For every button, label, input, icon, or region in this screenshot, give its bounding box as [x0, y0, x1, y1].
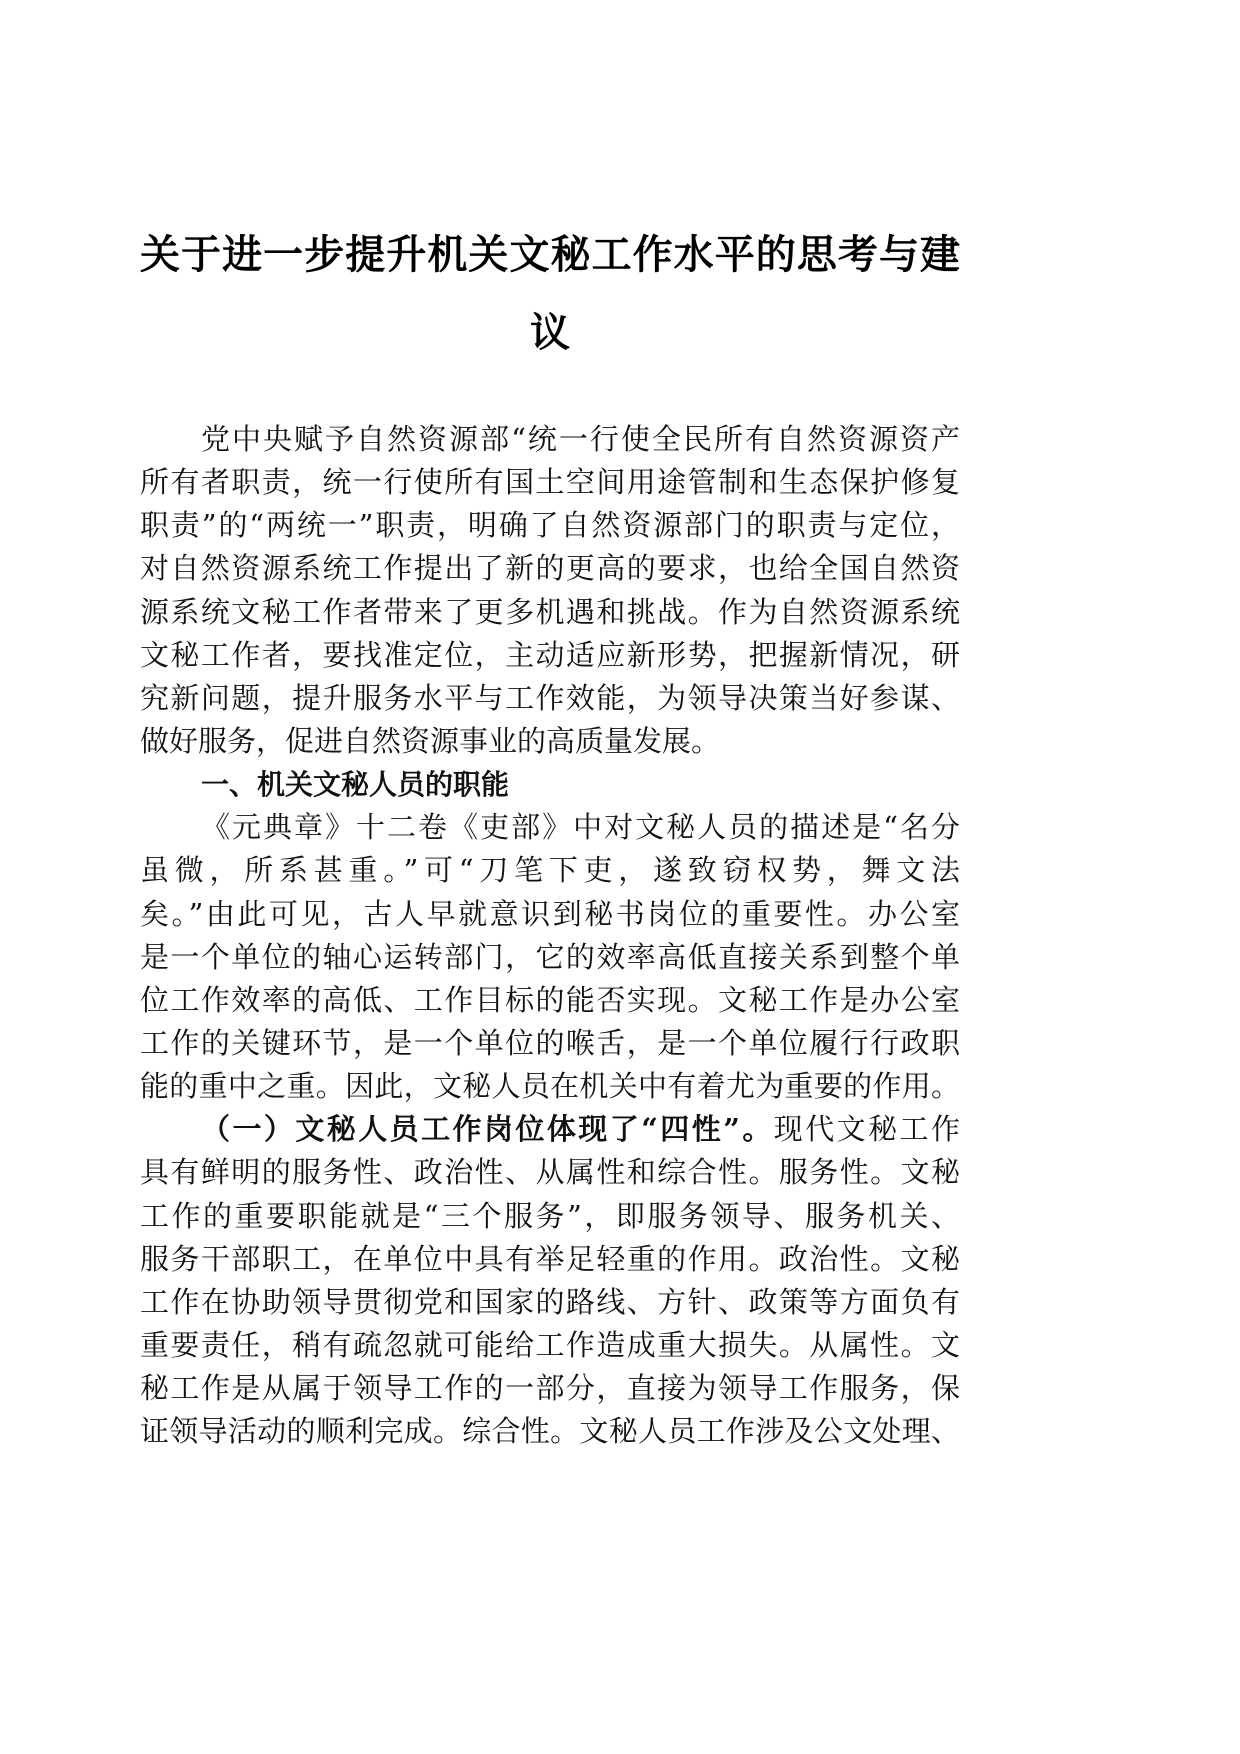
subsection-heading: （一）文秘人员工作岗位体现了“四性”。	[201, 1112, 774, 1147]
subsection-first-line	[140, 1108, 960, 1151]
subsection-paragraph-line: 秘工作是从属于领导工作的一部分，直接为领导工作服务，保	[140, 1371, 960, 1406]
subsection-paragraph-line: 工作的重要职能就是“三个服务”，即服务领导、服务机关、	[140, 1198, 960, 1233]
section-paragraph-line: 是一个单位的轴心运转部门，它的效率高低直接关系到整个单	[140, 939, 960, 974]
section-paragraph-line: 工作的关键环节，是一个单位的喉舌，是一个单位履行行政职	[140, 1025, 960, 1060]
section-paragraph-line: 能的重中之重。因此，文秘人员在机关中有着尤为重要的作用。	[140, 1069, 960, 1104]
subsection-paragraph-line: 证领导活动的顺利完成。综合性。文秘人员工作涉及公文处理、	[140, 1414, 960, 1449]
title-line-2: 议	[530, 309, 570, 356]
section-paragraph-line: 虽微，所系甚重。”可“刀笔下吏，遂致窃权势，舞文法	[140, 853, 960, 888]
document-title	[140, 216, 960, 372]
subsection-paragraph-line: 具有鲜明的服务性、政治性、从属性和综合性。服务性。文秘	[140, 1155, 960, 1190]
section-paragraph-line: 《元典章》十二卷《吏部》中对文秘人员的描述是“名分	[201, 810, 960, 845]
intro-line: 文秘工作者，要找准定位，主动适应新形势，把握新情况，研	[140, 637, 960, 672]
subsection-paragraph-line: 工作在协助领导贯彻党和国家的路线、方针、政策等方面负有	[140, 1284, 960, 1319]
intro-line: 党中央赋予自然资源部“统一行使全民所有自然资源资产	[201, 422, 960, 456]
intro-line: 做好服务，促进自然资源事业的高质量发展。	[140, 723, 721, 758]
subsection-paragraph-line: 服务干部职工，在单位中具有举足轻重的作用。政治性。文秘	[140, 1241, 960, 1276]
intro-line: 所有者职责，统一行使所有国土空间用途管制和生态保护修复	[140, 465, 960, 500]
section-heading: 一、机关文秘人员的职能	[201, 768, 510, 802]
intro-line: 究新问题，提升服务水平与工作效能，为领导决策当好参谋、	[140, 680, 960, 715]
subsection-first-line-text: 现代文秘工作	[773, 1112, 960, 1147]
intro-line: 源系统文秘工作者带来了更多机遇和挑战。作为自然资源系统	[140, 594, 960, 629]
intro-line: 职责”的“两统一”职责，明确了自然资源部门的职责与定位，	[140, 508, 960, 543]
intro-line: 对自然资源系统工作提出了新的更高的要求，也给全国自然资	[140, 551, 960, 586]
title-line-1: 关于进一步提升机关文秘工作水平的思考与建	[140, 231, 960, 278]
section-paragraph-line: 位工作效率的高低、工作目标的能否实现。文秘工作是办公室	[140, 982, 960, 1017]
section-paragraph-line: 矣。”由此可见，古人早就意识到秘书岗位的重要性。办公室	[140, 896, 960, 931]
document-body	[140, 418, 960, 1453]
subsection-paragraph-line: 重要责任，稍有疏忽就可能给工作造成重大损失。从属性。文	[140, 1327, 960, 1362]
